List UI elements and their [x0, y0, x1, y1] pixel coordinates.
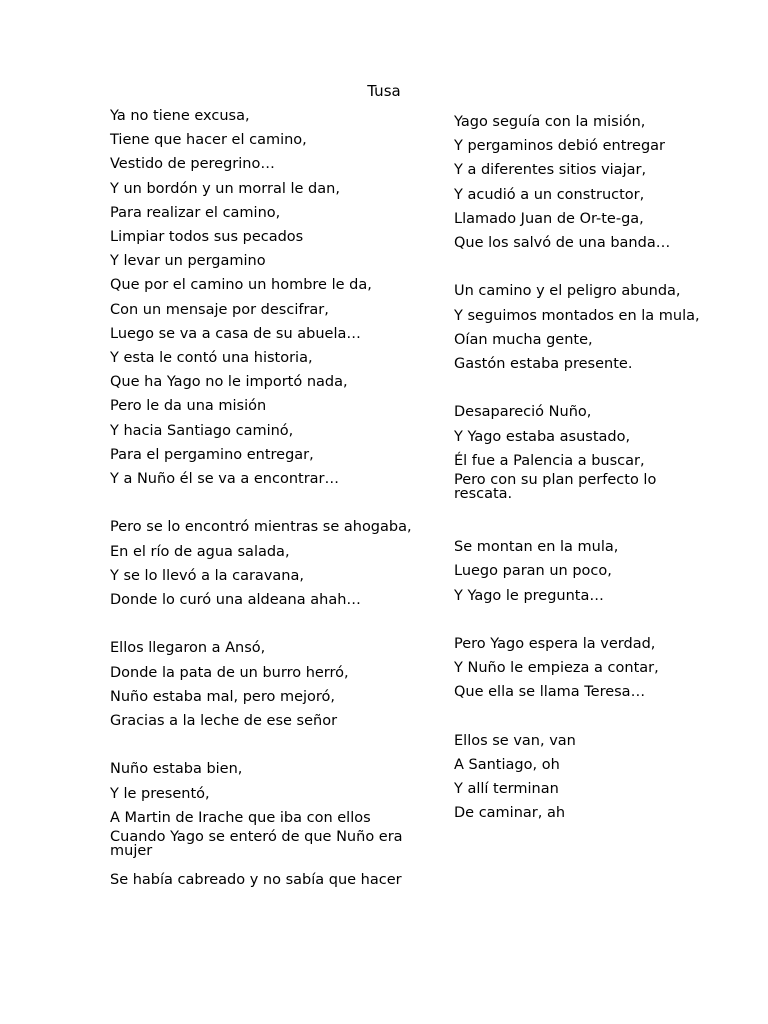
verse-line: Con un mensaje por descifrar, — [110, 301, 329, 318]
verse-line: A Martin de Irache que iba con ellos — [110, 809, 371, 826]
verse-line: Que ella se llama Teresa… — [454, 684, 646, 701]
verse-line: Vestido de peregrino… — [110, 156, 275, 173]
verse-line: A Santiago, oh — [454, 757, 560, 773]
verse-line: Nuño estaba bien, — [110, 761, 243, 778]
verse-line: Donde lo curó una aldeana ahah… — [110, 592, 361, 609]
verse-line: Y levar un pergamino — [110, 253, 266, 270]
verse-line: Un camino y el peligro abunda, — [454, 283, 681, 300]
verse-line: Y pergaminos debió entregar — [454, 138, 666, 155]
verse-line: Se montan en la mula, — [454, 539, 619, 556]
verse-line: Y acudió a un constructor, — [454, 186, 645, 203]
verse-line: Y hacia Santiago caminó, — [110, 422, 294, 439]
verse-line: Pero Yago espera la verdad, — [454, 636, 656, 652]
verse-line: Ellos se van, van — [454, 732, 576, 749]
verse-line: Que ha Yago no le importó nada, — [110, 374, 348, 391]
verse-line: En el río de agua salada, — [110, 543, 290, 560]
stanza-break — [110, 733, 440, 757]
verse-line: De caminar, ah — [454, 805, 566, 822]
verse-line: Yago seguía con la misión, — [454, 114, 646, 130]
verse-line: Pero le da una misión — [110, 398, 267, 415]
verse-line: Y allí terminan — [454, 781, 559, 798]
verse-line: Pero se lo encontró mientras se ahogaba, — [110, 519, 412, 536]
verse-line: Llamado Juan de Or-te-ga, — [454, 210, 644, 227]
stanza-break — [110, 612, 440, 636]
verse-line: Cuando Yago se enteró de que Nuño era mujer — [110, 829, 403, 860]
stanza-break — [110, 491, 440, 515]
verse-line: Tiene que hacer el camino, — [110, 132, 307, 149]
verse-line: Para el pergamino entregar, — [110, 446, 314, 463]
verse-line: Que por el camino un hombre le da, — [110, 277, 372, 294]
verse-line: Y un bordón y un morral le dan, — [110, 180, 340, 197]
verse-line: Y a diferentes sitios viajar, — [454, 162, 647, 179]
stanza-break — [454, 511, 724, 535]
poem-title: Tusa — [367, 82, 401, 100]
right-column — [454, 110, 724, 826]
verse-line: Nuño estaba mal, pero mejoró, — [110, 688, 336, 705]
verse-line: Para realizar el camino, — [110, 204, 281, 221]
verse-line: Ya no tiene excusa, — [110, 108, 250, 124]
verse-line: Limpiar todos sus pecados — [110, 229, 304, 246]
verse-line: Y Yago estaba asustado, — [454, 428, 631, 445]
stanza-break — [454, 255, 724, 279]
verse-line: Y a Nuño él se va a encontrar… — [110, 471, 340, 488]
verse-line: Oían mucha gente, — [454, 331, 593, 348]
verse-line: Y seguimos montados en la mula, — [454, 307, 700, 324]
verse-line: Gracias a la leche de ese señor — [110, 713, 338, 730]
verse-line: Que los salvó de una banda… — [454, 235, 671, 252]
verse-line: Luego se va a casa de su abuela… — [110, 325, 361, 342]
left-column — [110, 104, 440, 892]
verse-line: Pero con su plan perfecto lo rescata. — [454, 472, 657, 503]
verse-line: Gastón estaba presente. — [454, 356, 633, 373]
stanza-break — [454, 608, 724, 632]
verse-line: Ellos llegaron a Ansó, — [110, 640, 266, 657]
verse-line: Y le presentó, — [110, 785, 210, 802]
verse-line: Y Nuño le empieza a contar, — [454, 660, 659, 677]
stanza-break — [454, 705, 724, 729]
verse-line: Y Yago le pregunta… — [454, 587, 604, 604]
verse-line: Y esta le contó una historia, — [110, 350, 313, 367]
verse-line: Desapareció Nuño, — [454, 404, 592, 421]
verse-line: Se había cabreado y no sabía que hacer — [110, 872, 402, 889]
verse-line: Y se lo llevó a la caravana, — [110, 567, 304, 584]
stanza-break — [454, 376, 724, 400]
verse-line: Luego paran un poco, — [454, 563, 612, 580]
verse-line: Donde la pata de un burro herró, — [110, 664, 349, 681]
verse-line: Él fue a Palencia a buscar, — [454, 452, 645, 469]
